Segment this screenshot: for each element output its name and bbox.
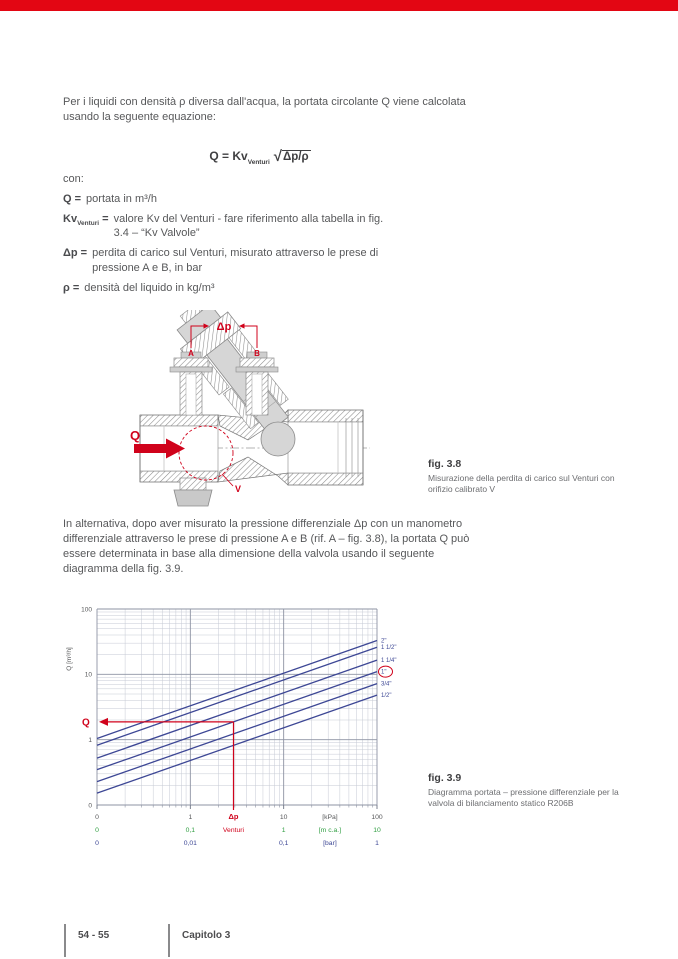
x-tick-label: 0 [95, 840, 99, 847]
valve-figure [128, 310, 418, 515]
definition-kv: $Kv_{Venturi}$ = valore Kv del Venturi - fare riferimento alla tabella in fig. 3.4 – “Kv Valvole” [63, 212, 384, 240]
annotation-venturi-label: Venturi [222, 827, 245, 834]
x-tick-label: 0,1 [185, 827, 196, 834]
chapter-label: Capitolo 3 [182, 930, 231, 941]
con-label: con: [63, 173, 84, 185]
equation-lhs: Q = Kv [209, 149, 248, 163]
valve-size-line [97, 647, 377, 745]
footer-divider-left [64, 924, 66, 957]
x-tick-label: 10 [279, 814, 288, 821]
valve-size-label: 1" [381, 669, 387, 676]
flow-chart [57, 598, 402, 850]
x-unit-label: [kPa] [322, 814, 338, 821]
x-tick-label: 1 [375, 840, 379, 847]
fig-3-8-text: Misurazione della perdita di carico sul Venturi con orifizio calibrato V [428, 473, 615, 495]
valve-size-line [97, 660, 377, 758]
definition-rho: ρ = densità del liquido in kg/m³ [63, 281, 215, 294]
valve-size-line [97, 672, 377, 770]
test-port-a [170, 352, 212, 415]
valve-outlet-port [288, 410, 363, 485]
x-tick-label: 0,1 [278, 840, 289, 847]
fig-3-9-text: Diagramma portata – pressione differenziale per la valvola di bilanciamento statico R206B [428, 787, 619, 809]
fig-3-9-label: fig. 3.9 [428, 772, 462, 784]
x-tick-label: 0 [95, 814, 99, 821]
annotation-q-label: Q [82, 717, 90, 729]
valve-size-label: 1 1/4" [381, 658, 397, 665]
radical-sign: √ [273, 148, 283, 165]
y-tick-label: 0 [88, 802, 92, 810]
fig-3-8-label: fig. 3.8 [428, 458, 462, 470]
x-tick-label: 1 [188, 814, 193, 821]
annotation-arrowhead [99, 718, 108, 726]
x-unit-label: [bar] [323, 840, 337, 847]
y-tick-label: 10 [84, 671, 92, 679]
dp-label: Δp [216, 321, 232, 333]
fig-3-8-caption [428, 458, 643, 495]
top-red-bar [0, 0, 678, 11]
port-b-label: B [254, 349, 260, 358]
x-tick-label: 1 [281, 827, 286, 834]
valve-size-line [97, 640, 377, 738]
fig-3-9-caption [428, 772, 643, 809]
port-a-label: A [188, 349, 194, 358]
page-numbers: 54 - 55 [78, 930, 110, 941]
valve-obturator [261, 422, 295, 456]
x-tick-label: 0,01 [183, 840, 197, 847]
valve-size-label: 2" [381, 638, 387, 645]
x-tick-label: 0 [95, 827, 99, 834]
y-tick-label: 1 [88, 737, 92, 745]
valve-size-label: 1/2" [381, 693, 392, 700]
definitions-list [63, 172, 481, 301]
drain-port [174, 478, 212, 506]
flow-pressure-log-chart [57, 598, 402, 850]
valve-cross-section-drawing [128, 310, 418, 515]
x-unit-label: [m c.a.] [318, 827, 342, 834]
equation-subscript: Venturi [247, 159, 270, 167]
orifice-v-label: V [235, 484, 242, 494]
equation-radicand: Δp/ρ [283, 151, 309, 163]
valve-size-label: 1 1/2" [381, 645, 397, 652]
valve-size-line [97, 684, 377, 782]
valve-size-label: 3/4" [381, 681, 392, 688]
flow-equation [150, 147, 370, 166]
definition-q: Q = portata in m³/h [63, 192, 157, 205]
annotation-dp-label: Δp [228, 812, 239, 821]
definition-dp: Δp = perdita di carico sul Venturi, misurato attraverso le prese di pressione A e B, in bar [63, 247, 379, 274]
y-tick-label: 100 [81, 606, 92, 614]
footer-divider-right [168, 924, 170, 957]
valve-size-line [97, 695, 377, 793]
x-tick-label: 10 [373, 827, 381, 834]
flow-q-label: Q [130, 428, 141, 443]
alternative-paragraph: In alternativa, dopo aver misurato la pressione differenziale Δp con un manometro differenziale attraverso le prese di pressione A e B (rif. A – fig. 3.8), la portata Q può essere determinata in base alla dimensione della valvola usando il seguente diagramma della fig. 3.9. [63, 518, 470, 575]
x-tick-label: 100 [371, 814, 383, 821]
y-axis-title: Q [m³/h] [66, 647, 73, 671]
intro-paragraph: Per i liquidi con densità ρ diversa dall'acqua, la portata circolante Q viene calcolata usando la seguente equazione: [63, 96, 466, 123]
